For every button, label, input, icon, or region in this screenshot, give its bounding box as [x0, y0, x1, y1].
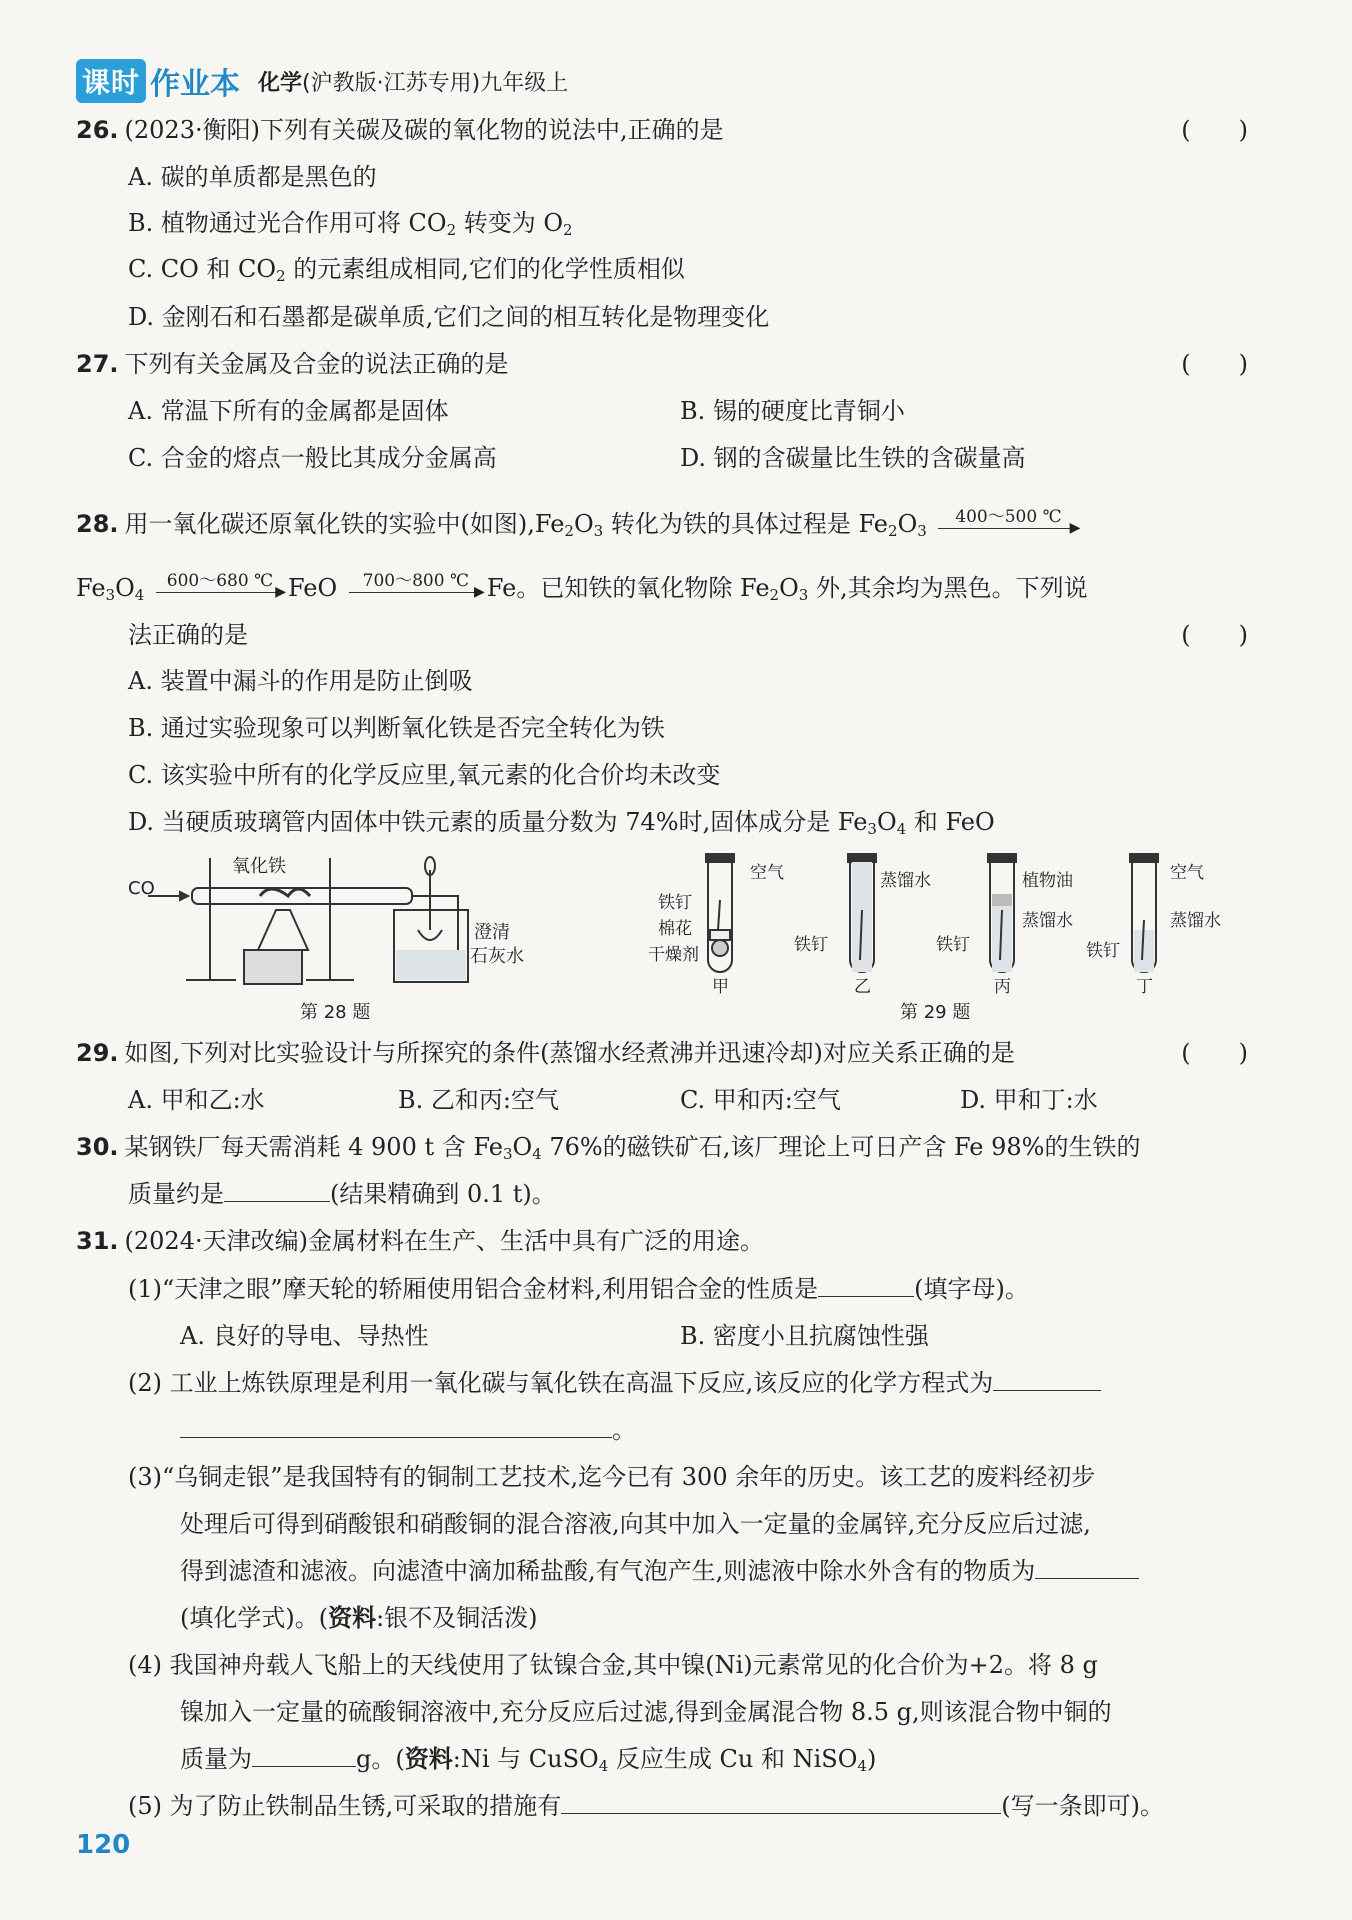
- q31-part4-line1: (4) 我国神舟载人飞船上的天线使用了钛镍合金,其中镍(Ni)元素常见的化合价为+2。将 8 g: [128, 1651, 1098, 1679]
- label-desiccant: 干燥剂: [648, 945, 699, 965]
- q31-part1: (1)“天津之眼”摩天轮的轿厢使用铝合金材料,利用铝合金的性质是 (填字母)。: [128, 1275, 1029, 1303]
- label-cotton: 棉花: [658, 919, 692, 939]
- q26-option-d: D. 金刚石和石墨都是碳单质,它们之间的相互转化是物理变化: [128, 303, 770, 331]
- q30-answer-blank[interactable]: [224, 1179, 330, 1202]
- q28-option-a: A. 装置中漏斗的作用是防止倒吸: [128, 667, 473, 695]
- answer-bracket: ( ): [1181, 350, 1248, 378]
- answer-bracket: ( ): [1181, 1039, 1248, 1067]
- q31-part1-blank[interactable]: [818, 1274, 914, 1297]
- label-air-ding: 空气: [1170, 863, 1204, 883]
- label-nail-bing: 铁钉: [936, 935, 970, 955]
- q27-options-cd: C. 合金的熔点一般比其成分金属高 D. 钢的含碳量比生铁的含碳量高: [128, 444, 1026, 472]
- q29-stem: 29. 如图,下列对比实验设计与所探究的条件(蒸馏水经煮沸并迅速冷却)对应关系正确的是 ( ): [76, 1036, 1248, 1070]
- fig28-apparatus: [148, 857, 468, 984]
- reaction-arrow: 600～680 ℃ ▶: [156, 586, 284, 594]
- q28-stem-line1: 28. 用一氧化碳还原氧化铁的实验中(如图)$,Fe_2O_3$ 转化为铁的具体过程是 $Fe_2O_3$ 400～500 ℃ ▶: [76, 506, 1081, 540]
- q30-stem-line1: 30. 某钢铁厂每天需消耗 4 900 t 含 $Fe_3O_4$ 76%的磁铁矿石,该厂理论上可日产含 Fe 98%的生铁的: [76, 1133, 1141, 1163]
- q31-part5-blank[interactable]: [561, 1791, 1001, 1814]
- q31-part2: (2) 工业上炼铁原理是利用一氧化碳与氧化铁在高温下反应,该反应的化学方程式为: [128, 1366, 1300, 1400]
- label-water-bing: 蒸馏水: [1022, 911, 1073, 931]
- q31-part4-blank[interactable]: [252, 1744, 356, 1767]
- label-iron-oxide: 氧化铁: [232, 856, 286, 877]
- brand-logo: 课时: [76, 59, 146, 103]
- answer-bracket: ( ): [1181, 621, 1248, 649]
- q31-part3-line2: 处理后可得到硝酸银和硝酸铜的混合溶液,向其中加入一定量的金属锌,充分反应后过滤,: [180, 1510, 1091, 1538]
- figures-area: [128, 850, 1250, 1030]
- q31-part1-options: A. 良好的导电、导热性 B. 密度小且抗腐蚀性强: [180, 1322, 929, 1350]
- q27-options-ab: A. 常温下所有的金属都是固体 B. 锡的硬度比青铜小: [128, 397, 905, 425]
- q28-stem-line3: 法正确的是 ( ): [76, 618, 1248, 652]
- fig28-caption: 第 28 题: [300, 1002, 371, 1023]
- q28-option-d: D. 当硬质玻璃管内固体中铁元素的质量分数为 74%时,固体成分是 $Fe_3O_4$ 和 FeO: [128, 808, 995, 838]
- q27-stem: 27. 下列有关金属及合金的说法正确的是 ( ): [76, 347, 1248, 381]
- q31-part2-line2: 。: [180, 1413, 1352, 1447]
- q31-part2-blank-b[interactable]: [180, 1415, 612, 1438]
- q31-part3-line1: (3)“乌铜走银”是我国特有的铜制工艺技术,迄今已有 300 余年的历史。该工艺的废料经初步: [128, 1463, 1096, 1491]
- q26-stem: 26. (2023·衡阳)下列有关碳及碳的氧化物的说法中,正确的是 ( ): [76, 113, 1248, 147]
- q31-stem: 31. (2024·天津改编)金属材料在生产、生活中具有广泛的用途。: [76, 1227, 764, 1255]
- q31-part2-blank-a[interactable]: [993, 1368, 1101, 1391]
- q26-option-b: B. 植物通过光合作用可将 $CO_2$ 转变为 $O_2$: [128, 209, 573, 239]
- q28-option-b: B. 通过实验现象可以判断氧化铁是否完全转化为铁: [128, 714, 665, 742]
- q31-part3-blank[interactable]: [1035, 1556, 1139, 1579]
- q31-part4-line2: 镍加入一定量的硫酸铜溶液中,充分反应后过滤,得到金属混合物 8.5 g,则该混合物中铜的: [180, 1698, 1112, 1726]
- answer-bracket: ( ): [1181, 116, 1248, 144]
- label-nail-jia: 铁钉: [658, 893, 692, 913]
- q28-option-c: C. 该实验中所有的化学反应里,氧元素的化合价均未改变: [128, 761, 721, 789]
- brand-title: 作业本: [150, 67, 241, 102]
- label-air-jia: 空气: [750, 863, 784, 883]
- label-limewater-2: 石灰水: [470, 946, 524, 967]
- label-limewater-1: 澄清: [474, 922, 510, 943]
- label-ding: 丁: [1136, 977, 1153, 997]
- label-nail-yi: 铁钉: [794, 935, 828, 955]
- fig29-caption: 第 29 题: [900, 1002, 971, 1023]
- page-number: 120: [76, 1830, 131, 1860]
- reaction-arrow: 400～500 ℃ ▶: [938, 522, 1078, 530]
- label-nail-ding: 铁钉: [1086, 941, 1120, 961]
- book-header: [76, 58, 568, 104]
- q31-part3-line3: 得到滤渣和滤液。向滤渣中滴加稀盐酸,有气泡产生,则滤液中除水外含有的物质为: [180, 1554, 1352, 1588]
- q26-option-c: C. CO 和 $CO_2$ 的元素组成相同,它们的化学性质相似: [128, 255, 685, 285]
- reaction-arrow: 700～800 ℃ ▶: [349, 586, 483, 594]
- label-bing: 丙: [994, 977, 1011, 997]
- q26-option-a: A. 碳的单质都是黑色的: [128, 163, 377, 191]
- q28-stem-line2: $Fe_3O_4$ 600～680 ℃ ▶ FeO 700～800 ℃ ▶ Fe。已知铁的氧化物除 $Fe_2O_3$ 外,其余均为黑色。下列说: [76, 570, 1088, 604]
- label-yi: 乙: [854, 977, 871, 997]
- label-water-ding: 蒸馏水: [1170, 911, 1221, 931]
- subject-label: 化学(沪教版·江苏专用)九年级上: [258, 70, 569, 96]
- label-water-yi: 蒸馏水: [880, 871, 931, 891]
- q30-stem-line2: 质量约是 (结果精确到 0.1 t)。: [128, 1180, 556, 1208]
- label-oil: 植物油: [1022, 871, 1073, 891]
- q31-part4-line3: 质量为 g。(资料:Ni 与 CuSO$_4$ 反应生成 Cu 和 NiSO$_4$): [180, 1744, 877, 1775]
- label-jia: 甲: [712, 977, 729, 997]
- label-co: CO: [128, 878, 155, 899]
- q29-options: A. 甲和乙:水 B. 乙和丙:空气 C. 甲和丙:空气 D. 甲和丁:水: [128, 1086, 1098, 1114]
- q31-part3-line4: (填化学式)。(资料:银不及铜活泼): [180, 1603, 538, 1632]
- q31-part5: (5) 为了防止铁制品生锈,可采取的措施有 (写一条即可)。: [128, 1792, 1164, 1820]
